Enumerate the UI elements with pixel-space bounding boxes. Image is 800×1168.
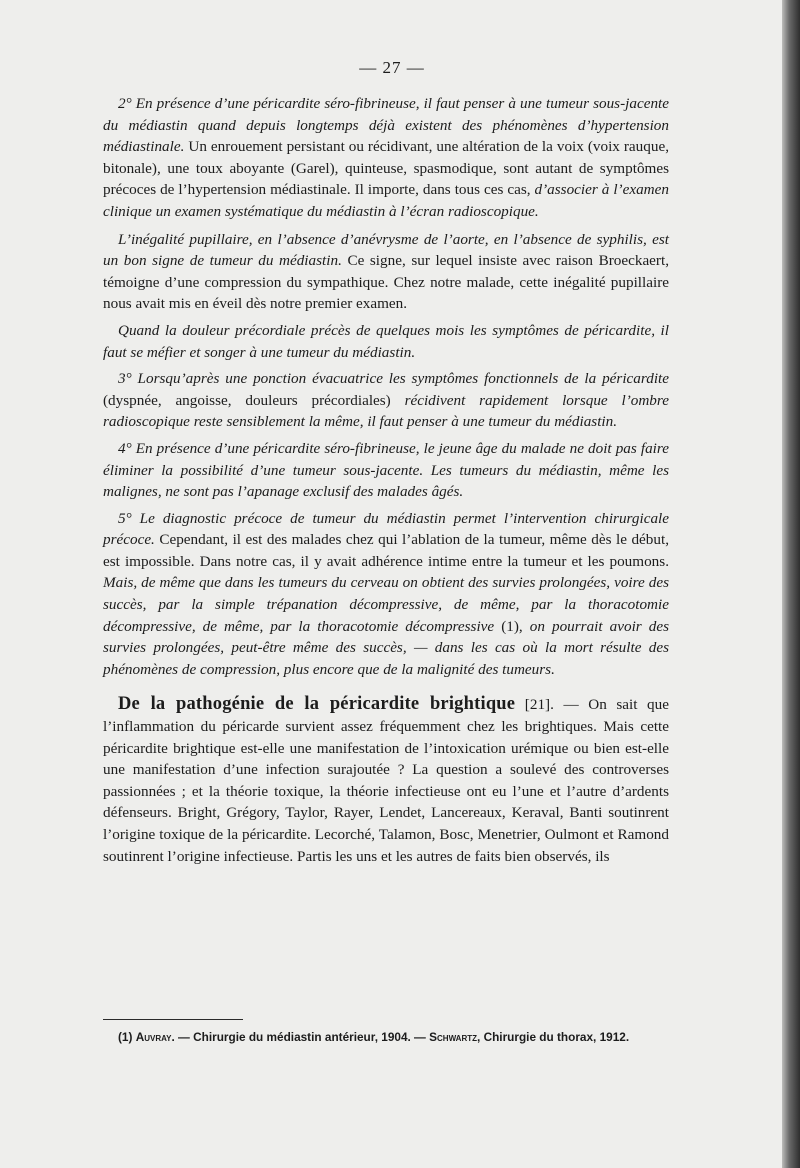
footnote-ref: (1), xyxy=(494,617,530,635)
roman-span: Cependant, il est des malades chez qui l’ablation de la tumeur, même dès le début, est impossible. Dans notre cas, il y avait adhérence intime entre la tumeur et les poumons. xyxy=(103,531,669,570)
body-text xyxy=(103,93,669,872)
italic-span: récidivent rapidement lorsque l’ombre radioscopique reste sensiblement la même, il faut penser à une tumeur du médiastin. xyxy=(103,391,669,431)
roman-span: Ce signe, sur lequel insiste avec raison Broeckaert, témoigne d’une compression du sympathique. Chez notre malade, cette inégalité pupillaire nous avait mis en éveil dès notre premier examen. xyxy=(103,252,670,313)
roman-span: (dyspnée, angoisse, douleurs précordiales) xyxy=(103,391,405,409)
page-number: — 27 — xyxy=(359,58,425,77)
italic-span: Mais, de même que dans les tumeurs du cerveau on obtient des survies prolongées, voire des succès, par la simple trépanation décompressive, de même, par la thoracotomie décompressive, de même, par la thoracotomie décompressive xyxy=(103,574,669,635)
italic-span: Quand la douleur précordiale précès de quelques mois les symptômes de péricardite, il faut se méfier et songer à une tumeur du médiastin. xyxy=(103,321,669,361)
section-reference: [21] xyxy=(515,696,551,714)
italic-span: 2° En présence d’une péricardite séro-fibrineuse, il faut penser à une tumeur sous-jacente du médiastin quand depuis longtemps déjà existent des phénomènes d’hypertension médiastinale. xyxy=(103,95,669,156)
paragraph-point-5 xyxy=(103,508,669,681)
italic-span: d’associer à l’examen clinique un examen systématique du médiastin à l’écran radioscopique. xyxy=(103,181,669,220)
italic-span: 4° En présence d’une péricardite séro-fibrineuse, le jeune âge du malade ne doit pas faire éliminer la possibilité d’une tumeur sous-jacente. Les tumeurs du médiastin, même les malignes, ne sont pas l’apanage exclusif des malades âgés. xyxy=(103,439,669,501)
footnote-text: . — Chirurgie du médiastin antérieur, 1904. — xyxy=(171,1030,430,1044)
section-pathogenie xyxy=(103,694,669,867)
roman-span: Un enrouement persistant ou récidivant, une altération de la voix (voix rauque, bitonale), une toux aboyante (Garel), quinteuse, spasmodique, sont autant de symptômes précoces de l’hypertension médiastinale. Il importe, dans tous ces cas, xyxy=(103,138,669,199)
paragraph-precordial-pain xyxy=(103,320,669,363)
section-title: De la pathogénie de la péricardite brightique xyxy=(118,694,516,715)
italic-span: L’inégalité pupillaire, en l’absence d’anévrysme de l’aorte, en l’absence de syphilis, est un bon signe de tumeur du médiastin. xyxy=(103,230,669,270)
footnote-rule xyxy=(103,1019,243,1020)
page-edge-shadow xyxy=(782,0,800,1168)
italic-span: on pourrait avoir des survies prolongées, peut-être même des succès, — dans les cas où la mort résulte des phénomènes de compression, plus encore que de la malignité des tumeurs. xyxy=(103,617,669,678)
paragraph-point-3 xyxy=(103,368,669,433)
italic-span: 5° Le diagnostic précoce de tumeur du médiastin permet l’intervention chirurgicale précoce. xyxy=(103,509,669,549)
paragraph-point-4 xyxy=(103,438,669,503)
footnote-text: , Chirurgie du thorax, 1912. xyxy=(477,1030,630,1044)
italic-span: 3° Lorsqu’après une ponction évacuatrice les symptômes fonctionnels de la péricardite xyxy=(118,370,669,388)
paragraph-pupil xyxy=(103,229,669,315)
footnote-author: Schwartz xyxy=(429,1030,478,1044)
footnote-author: Auvray xyxy=(135,1030,172,1044)
paragraph-point-2 xyxy=(103,93,669,223)
footnote xyxy=(103,1030,669,1045)
footnote-marker: (1) xyxy=(118,1030,136,1044)
section-text: . — On sait que l’inflammation du péricarde survient assez fréquemment chez les brightiques. Mais cette péricardite brightique est-elle une manifestation de l’intoxication urémique ou bien est-elle une manifestation d’une infection surajoutée ? La question a soulevé des controverses passionnées ; et la théorie toxique, la théorie infectieuse ont eu l’une et l’autre d’ardents défenseurs. Bright, Grégory, Taylor, Rayer, Lendet, Lancereaux, Keraval, Banti soutinrent l’origine toxique de la péricardite. Lecorché, Talamon, Bosc, Menetrier, Oulmont et Ramond soutinrent l’origine infectieuse. Partis les uns et les autres de faits bien observés, ils xyxy=(103,696,669,865)
